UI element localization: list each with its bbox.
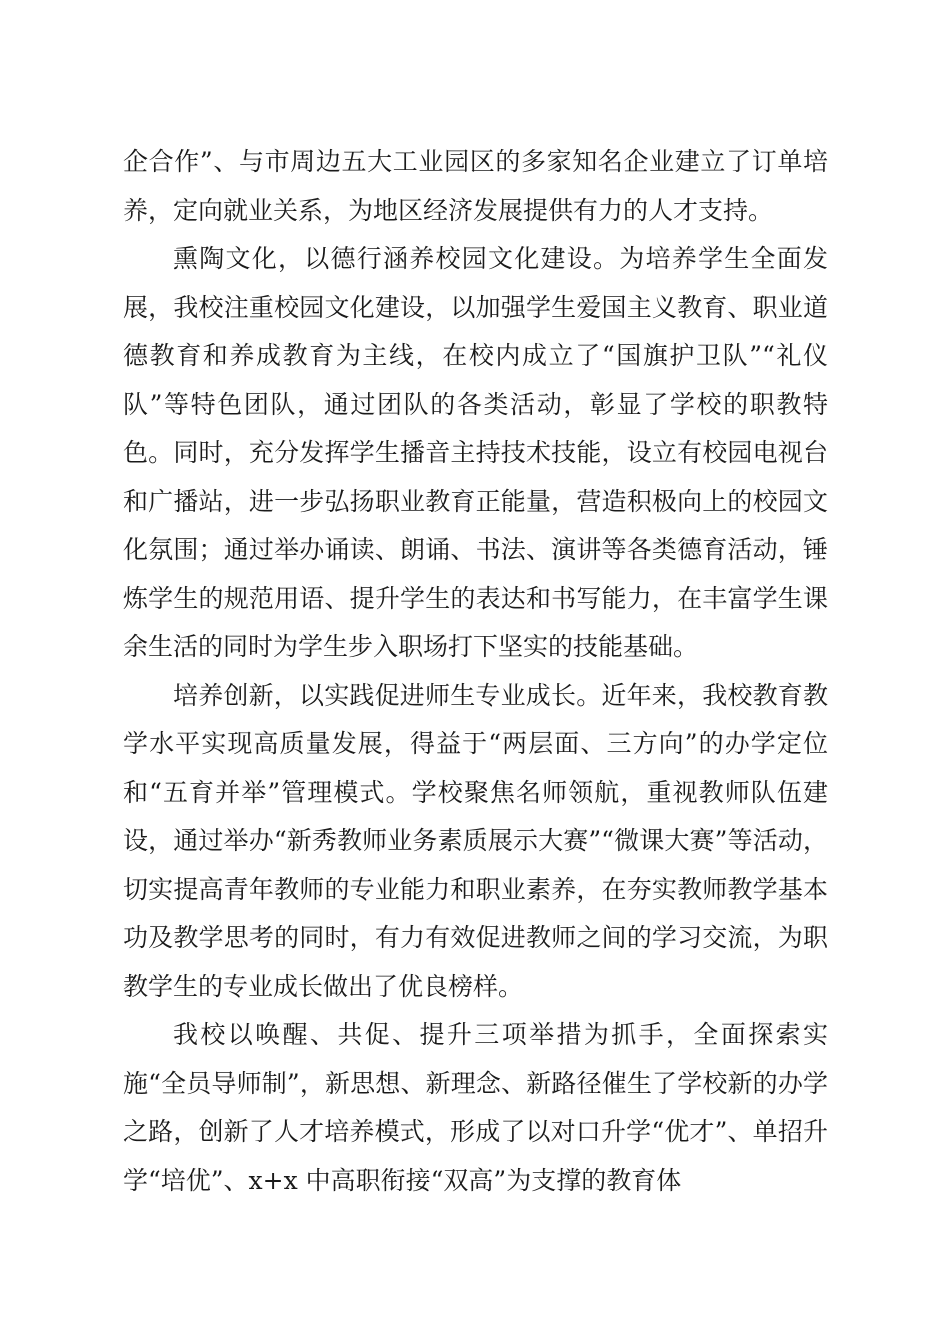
- paragraph-campus-culture: 熏陶文化，以德行涵养校园文化建设。为培养学生全面发展，我校注重校园文化建设，以加强学生爱国主义教育、职业道德教育和养成教育为主线，在校内成立了“国旗护卫队”“礼仪队”等特色团队，通过团队的各类活动，彰显了学校的职教特色。同时，充分发挥学生播音主持技术技能，设立有校园电视台和广播站，进一步弘扬职业教育正能量，营造积极向上的校园文化氛围；通过举办诵读、朗诵、书法、演讲等各类德育活动，锤炼学生的规范用语、提升学生的表达和书写能力，在丰富学生课余生活的同时为学生步入职场打下坚实的技能基础。: [123, 244, 828, 661]
- document-body: [123, 138, 828, 1205]
- paragraph-mentor-system: 我校以唤醒、共促、提升三项举措为抓手，全面探索实施“全员导师制”，新思想、新理念、新路径催生了学校新的办学之路，创新了人才培养模式，形成了以对口升学“优才”、单招升学“培优”、x+x 中高职衔接“双高”为支撑的教育体: [123, 1020, 828, 1195]
- paragraph-continuation: 企合作”、与市周边五大工业园区的多家知名企业建立了订单培养，定向就业关系，为地区经济发展提供有力的人才支持。: [123, 147, 828, 225]
- paragraph-teacher-growth: 培养创新，以实践促进师生专业成长。近年来，我校教育教学水平实现高质量发展，得益于“两层面、三方向”的办学定位和“五育并举”管理模式。学校聚焦名师领航，重视教师队伍建设，通过举办“新秀教师业务素质展示大赛”“微课大赛”等活动，切实提高青年教师的专业能力和职业素养，在夯实教师教学基本功及教学思考的同时，有力有效促进教师之间的学习交流，为职教学生的专业成长做出了优良榜样。: [123, 680, 828, 1001]
